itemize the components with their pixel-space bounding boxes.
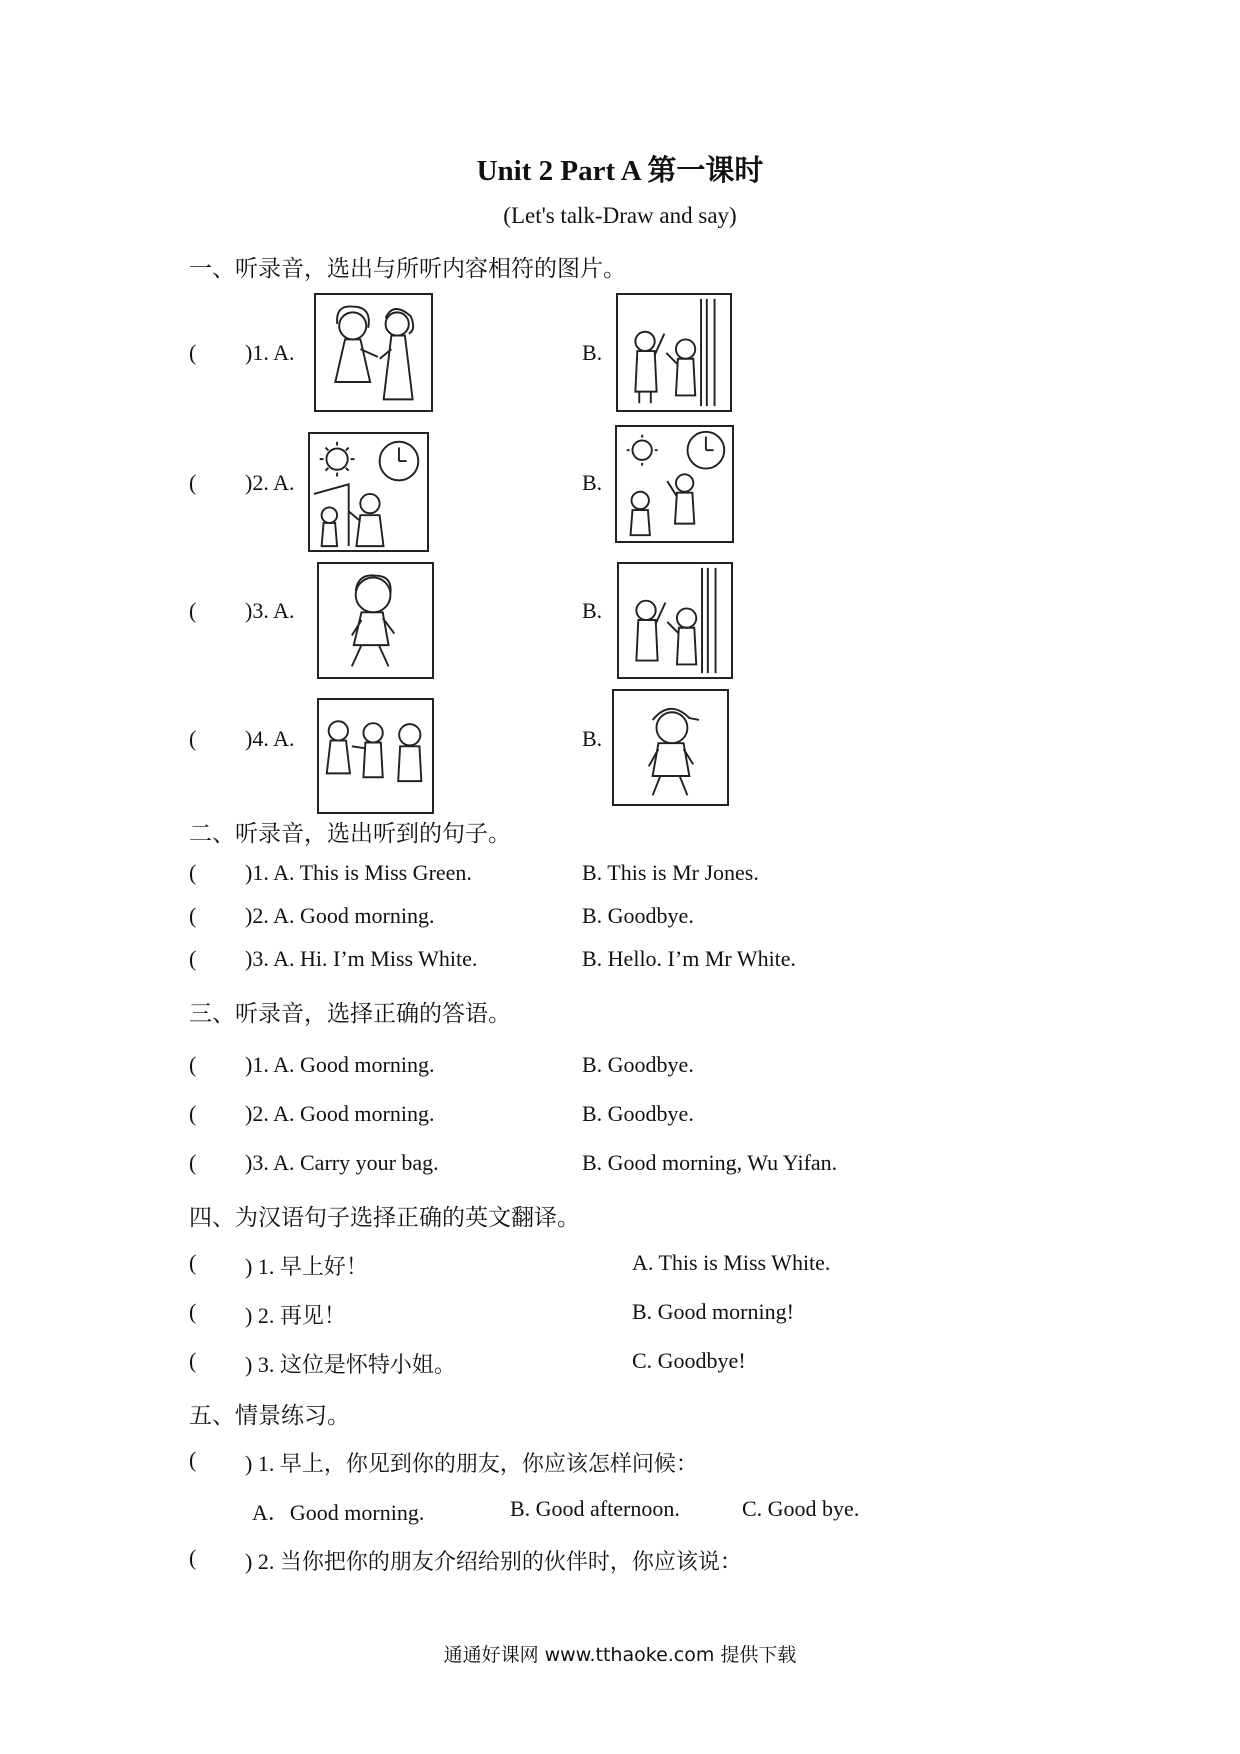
s1-q3-b-label: B. <box>582 598 603 623</box>
boy-walking-picture <box>317 562 434 679</box>
answer-paren: ( <box>189 1447 197 1472</box>
page-subtitle: (Let's talk-Draw and say) <box>503 203 737 228</box>
s2-q1-option-a: )1. A. This is Miss Green. <box>245 860 472 885</box>
s3-q2-option-b: B. Goodbye. <box>582 1101 694 1126</box>
two-children-waving-picture <box>617 562 733 679</box>
answer-paren: ( <box>189 1101 197 1126</box>
s1-q2-b-label: B. <box>582 470 603 495</box>
s2-q2-option-b: B. Goodbye. <box>582 903 694 928</box>
section4-heading: 四、为汉语句子选择正确的英文翻译。 <box>189 1205 580 1230</box>
s3-q3-option-a: )3. A. Carry your bag. <box>245 1150 439 1175</box>
s4-option-b: B. Good morning! <box>632 1299 794 1324</box>
page-title: Unit 2 Part A 第一课时 <box>476 155 764 187</box>
s3-q3-option-b: B. Good morning, Wu Yifan. <box>582 1150 838 1175</box>
s1-q1-b-label: B. <box>582 340 603 365</box>
s4-q2-chinese: ) 2. 再见！ <box>245 1303 346 1328</box>
morning-sun-clock-children-picture <box>615 425 734 543</box>
section1-heading: 一、听录音，选出与所听内容相符的图片。 <box>189 256 626 281</box>
answer-paren: ( <box>189 726 197 751</box>
s5-q1-option-b: B. Good afternoon. <box>510 1496 680 1521</box>
answer-paren: ( <box>189 598 197 623</box>
answer-paren: ( <box>189 1150 197 1175</box>
answer-paren: ( <box>189 1348 197 1373</box>
answer-paren: ( <box>189 860 197 885</box>
section5-heading: 五、情景练习。 <box>189 1403 350 1428</box>
s4-option-c: C. Goodbye! <box>632 1348 746 1373</box>
two-women-greeting-picture <box>314 293 433 412</box>
s1-q4-label: )4. A. <box>245 726 295 751</box>
s3-q1-option-a: )1. A. Good morning. <box>245 1052 435 1077</box>
s1-q4-b-label: B. <box>582 726 603 751</box>
s4-q1-chinese: ) 1. 早上好！ <box>245 1254 368 1279</box>
answer-paren: ( <box>189 1545 197 1570</box>
s5-q2-question: ) 2. 当你把你的朋友介绍给别的伙伴时，你应该说： <box>245 1549 742 1574</box>
answer-paren: ( <box>189 903 197 928</box>
s2-q2-option-a: )2. A. Good morning. <box>245 903 435 928</box>
answer-paren: ( <box>189 340 197 365</box>
section2-heading: 二、听录音，选出听到的句子。 <box>189 821 511 846</box>
answer-paren: ( <box>189 946 197 971</box>
s1-q3-label: )3. A. <box>245 598 295 623</box>
s2-q3-option-a: )3. A. Hi. I’m Miss White. <box>245 946 478 971</box>
s2-q1-option-b: B. This is Mr Jones. <box>582 860 759 885</box>
answer-paren: ( <box>189 1299 197 1324</box>
section3-heading: 三、听录音，选择正确的答语。 <box>189 1001 511 1026</box>
s5-q1-option-a: A．Good morning. <box>252 1500 425 1525</box>
answer-paren: ( <box>189 470 197 495</box>
answer-paren: ( <box>189 1052 197 1077</box>
s5-q1-question: ) 1. 早上，你见到你的朋友，你应该怎样问候： <box>245 1451 698 1476</box>
s5-q1-option-c: C. Good bye. <box>742 1496 860 1521</box>
s3-q2-option-a: )2. A. Good morning. <box>245 1101 435 1126</box>
s1-q2-label: )2. A. <box>245 470 295 495</box>
three-children-introduction-picture <box>317 698 434 814</box>
morning-sun-clock-door-picture <box>308 432 429 552</box>
answer-paren: ( <box>189 1250 197 1275</box>
s3-q1-option-b: B. Goodbye. <box>582 1052 694 1077</box>
two-children-waving-picture <box>616 293 732 412</box>
boy-with-cap-picture <box>612 689 729 806</box>
s2-q3-option-b: B. Hello. I’m Mr White. <box>582 946 797 971</box>
page-footer: 通通好课网 www.tthaoke.com 提供下载 <box>443 1644 797 1666</box>
s1-q1-label: )1. A. <box>245 340 295 365</box>
s4-q3-chinese: ) 3. 这位是怀特小姐。 <box>245 1352 456 1377</box>
s4-option-a: A. This is Miss White. <box>632 1250 831 1275</box>
